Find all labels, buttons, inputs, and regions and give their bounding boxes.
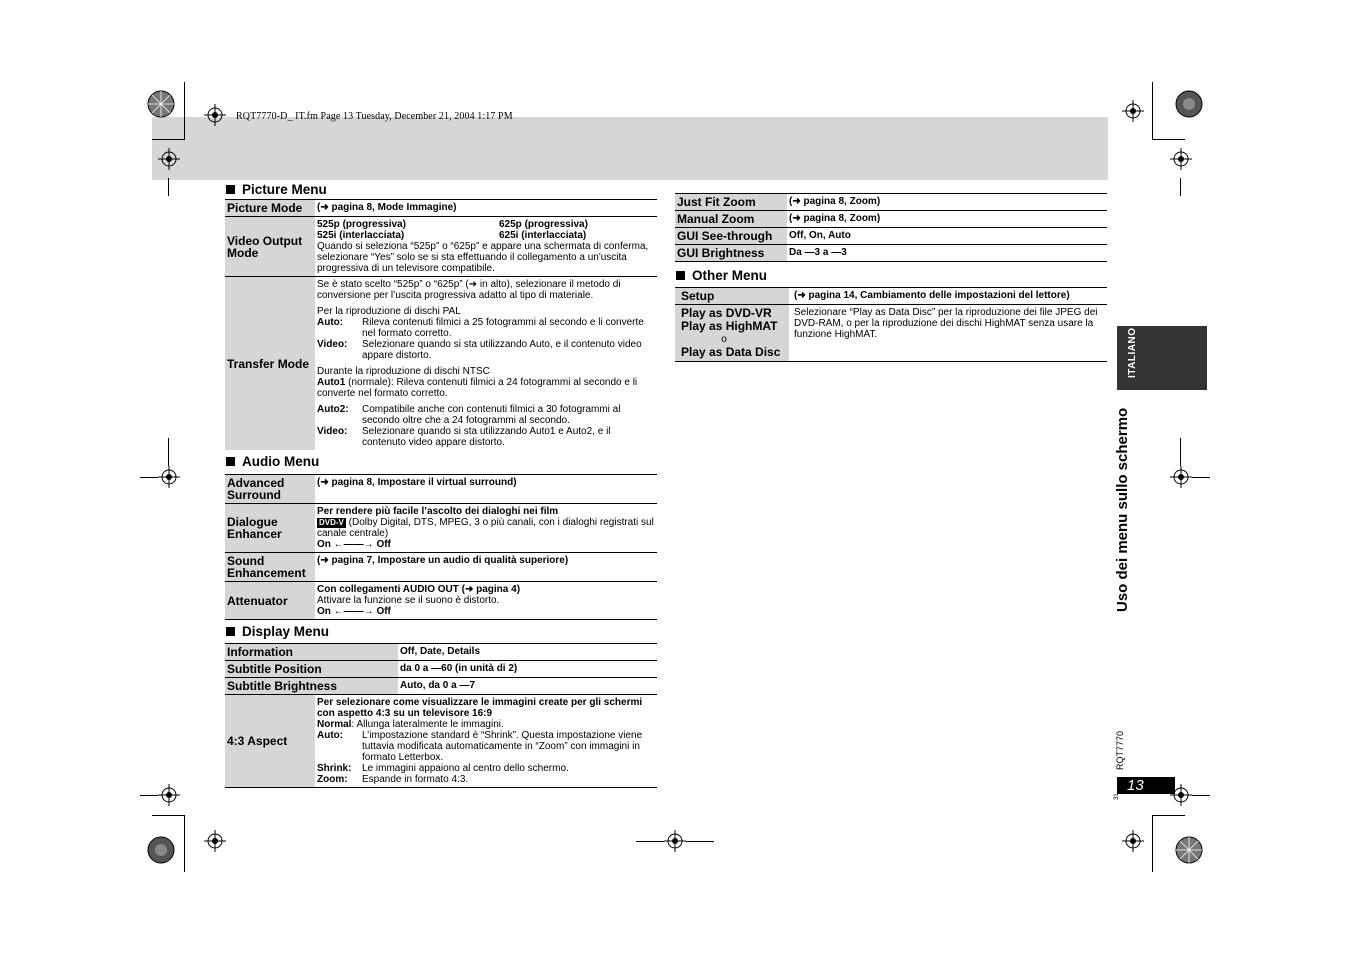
table-row xyxy=(225,504,657,553)
crop-mark xyxy=(152,815,185,816)
file-header-line: RQT7770-D_ IT.fm Page 13 Tuesday, December 21, 2004 1:17 PM xyxy=(236,111,513,122)
zoom-gui-table xyxy=(675,193,1107,262)
model-code: RQT7770 xyxy=(1115,730,1125,770)
crop-mark xyxy=(1152,139,1185,140)
gui-see-through-label: GUI See-through xyxy=(675,228,787,245)
color-rosette-icon xyxy=(1175,90,1203,118)
registration-mark-icon xyxy=(1170,148,1192,170)
small-code: 31 xyxy=(1114,793,1120,800)
audio-menu-title: Audio Menu xyxy=(226,454,319,469)
just-fit-zoom-value: (➜ pagina 8, Zoom) xyxy=(789,196,881,207)
table-row xyxy=(675,194,1107,211)
gui-see-through-value: Off, On, Auto xyxy=(789,230,851,241)
attenuator-label: Attenuator xyxy=(225,582,315,620)
table-row xyxy=(225,200,657,217)
registration-mark-icon xyxy=(204,104,226,126)
attenuator-value: Con collegamenti AUDIO OUT (➜ pagina 4) Attivare la funzione se il suono è distorto. On ←——→ Off xyxy=(317,584,521,617)
crop-mark xyxy=(184,815,185,872)
crop-mark xyxy=(1152,82,1153,139)
table-row xyxy=(675,228,1107,245)
transfer-mode-value: Se è stato scelto “525p” o “625p” (➜ in alto), selezionare il metodo di conversione per l’uscita progressiva adatto al tipo di materiale. Per la riproduzione di dischi PAL Auto: Rileva contenuti filmici a 25 fotogrammi al secondo e li converte nel formato corretto. Video: Selezionare quando si sta utilizzando Auto, e il contenuto video appare distorto. Durante la riproduzione di dischi NTSC Auto1 (normale): Rileva contenuti filmici a 24 fotogrammi al secondo e li converte nel formato corretto. Auto2: Compatibile anche con contenuti filmici a 30 fotogrammi al secondo oltre che a 24 fotogrammi al secondo. Video: Selezionare quando si sta utilizzando Auto1 e Auto2, e il contenuto video appare distorto. xyxy=(317,279,644,448)
video-output-mode-value: 525p (progressiva) 625p (progressiva) 525i (interlacciata) 625i (interlacciata) Quando si seleziona “525p” o “625p” e appare una schermata di conferma, selezionare “Yes” solo se si sta effettuando il collegamento a un'uscita progressiva di un televisore compatibile. xyxy=(317,219,649,274)
color-rosette-icon xyxy=(147,90,175,118)
dialogue-enhancer-value: Per rendere più facile l’ascolto dei dialoghi nei film DVD-V (Dolby Digital, DTS, MPEG, 3 o più canali, con i dialoghi registrati sul canale centrale) On ←——→ Off xyxy=(317,506,654,550)
picture-menu-title: Picture Menu xyxy=(226,182,327,197)
table-row xyxy=(675,245,1107,262)
picture-mode-value: (➜ pagina 8, Mode Immagine) xyxy=(317,202,457,213)
crop-mark xyxy=(140,477,158,478)
registration-mark-icon xyxy=(158,784,180,806)
table-row xyxy=(225,695,657,788)
square-bullet-icon xyxy=(226,457,235,466)
subtitle-brightness-label: Subtitle Brightness xyxy=(225,678,398,695)
crop-mark xyxy=(168,438,169,466)
table-row xyxy=(225,475,657,504)
crop-mark xyxy=(168,178,169,196)
table-row xyxy=(675,288,1107,305)
crop-mark xyxy=(686,841,714,842)
crop-mark xyxy=(1192,795,1210,796)
table-row xyxy=(225,644,657,661)
gui-brightness-value: Da —3 a —3 xyxy=(789,247,847,258)
crop-mark xyxy=(1180,178,1181,196)
play-as-value: Selezionare “Play as Data Disc” per la riproduzione dei file JPEG dei DVD-RAM, o per la riproduzione dei dischi HighMAT senza usare la funzione HighMAT. xyxy=(794,307,1098,340)
display-menu-table xyxy=(225,643,657,788)
crop-mark xyxy=(1180,438,1181,466)
registration-mark-icon xyxy=(158,466,180,488)
play-as-label: Play as DVD-VR Play as HighMAT o Play as Data Disc xyxy=(675,305,789,362)
square-bullet-icon xyxy=(676,271,685,280)
setup-label: Setup xyxy=(675,288,789,305)
audio-menu-table xyxy=(225,474,657,620)
transfer-mode-label: Transfer Mode xyxy=(225,277,315,451)
just-fit-zoom-label: Just Fit Zoom xyxy=(675,194,787,211)
display-menu-title: Display Menu xyxy=(226,624,329,639)
crop-mark xyxy=(1192,477,1210,478)
aspect-label: 4:3 Aspect xyxy=(225,695,315,788)
picture-menu-table xyxy=(225,199,657,450)
color-rosette-icon xyxy=(1175,836,1203,864)
dvd-v-badge: DVD-V xyxy=(319,518,344,527)
table-row xyxy=(675,305,1107,362)
other-menu-table xyxy=(675,287,1107,362)
sound-enhancement-value: (➜ pagina 7, Impostare un audio di qualità superiore) xyxy=(317,555,569,566)
crop-mark xyxy=(1152,815,1185,816)
advanced-surround-label: Advanced Surround xyxy=(225,475,315,504)
crop-mark xyxy=(184,82,185,139)
table-row xyxy=(225,582,657,620)
language-tab: ITALIANO xyxy=(1117,326,1207,390)
registration-mark-icon xyxy=(204,830,226,852)
information-value: Off, Date, Details xyxy=(400,646,481,657)
table-row xyxy=(225,661,657,678)
crop-mark xyxy=(636,841,664,842)
aspect-value: Per selezionare come visualizzare le immagini create per gli schermi con aspetto 4:3 su un televisore 16:9 Normal: Allunga lateralmente le immagini. Auto: L’impostazione standard è “Shrink”. Questa impostazione viene tuttavia modificata automaticamente in “Zoom” con immagini in formato Letterbox. Shrink: Le immagini appaiono al centro dello schermo. Zoom: Espande in formato 4:3. xyxy=(317,697,643,785)
table-row xyxy=(225,553,657,582)
manual-zoom-label: Manual Zoom xyxy=(675,211,787,228)
other-menu-title: Other Menu xyxy=(676,268,767,283)
vertical-section-title: Uso dei menu sullo schermo xyxy=(1114,407,1131,612)
table-row xyxy=(225,277,657,451)
sound-enhancement-label: Sound Enhancement xyxy=(225,553,315,582)
table-row xyxy=(225,217,657,277)
subtitle-brightness-value: Auto, da 0 a —7 xyxy=(400,680,476,691)
header-band xyxy=(152,117,1108,180)
table-row xyxy=(675,211,1107,228)
gui-brightness-label: GUI Brightness xyxy=(675,245,787,262)
subtitle-position-label: Subtitle Position xyxy=(225,661,398,678)
picture-mode-label: Picture Mode xyxy=(225,200,315,217)
registration-mark-icon xyxy=(158,148,180,170)
manual-zoom-value: (➜ pagina 8, Zoom) xyxy=(789,213,881,224)
registration-mark-icon xyxy=(1122,100,1144,122)
video-output-mode-label: Video Output Mode xyxy=(225,217,315,277)
advanced-surround-value: (➜ pagina 8, Impostare il virtual surround) xyxy=(317,477,517,488)
registration-mark-icon xyxy=(1170,466,1192,488)
page-number: 13 xyxy=(1117,777,1175,794)
registration-mark-icon xyxy=(664,830,686,852)
crop-mark xyxy=(1152,815,1153,872)
information-label: Information xyxy=(225,644,398,661)
square-bullet-icon xyxy=(226,627,235,636)
crop-mark xyxy=(152,139,185,140)
table-row xyxy=(225,678,657,695)
crop-mark xyxy=(140,795,158,796)
setup-value: (➜ pagina 14, Cambiamento delle impostazioni del lettore) xyxy=(794,290,1070,301)
square-bullet-icon xyxy=(226,185,235,194)
dialogue-enhancer-label: Dialogue Enhancer xyxy=(225,504,315,553)
registration-mark-icon xyxy=(1122,830,1144,852)
subtitle-position-value: da 0 a —60 (in unità di 2) xyxy=(400,663,518,674)
color-rosette-icon xyxy=(147,836,175,864)
